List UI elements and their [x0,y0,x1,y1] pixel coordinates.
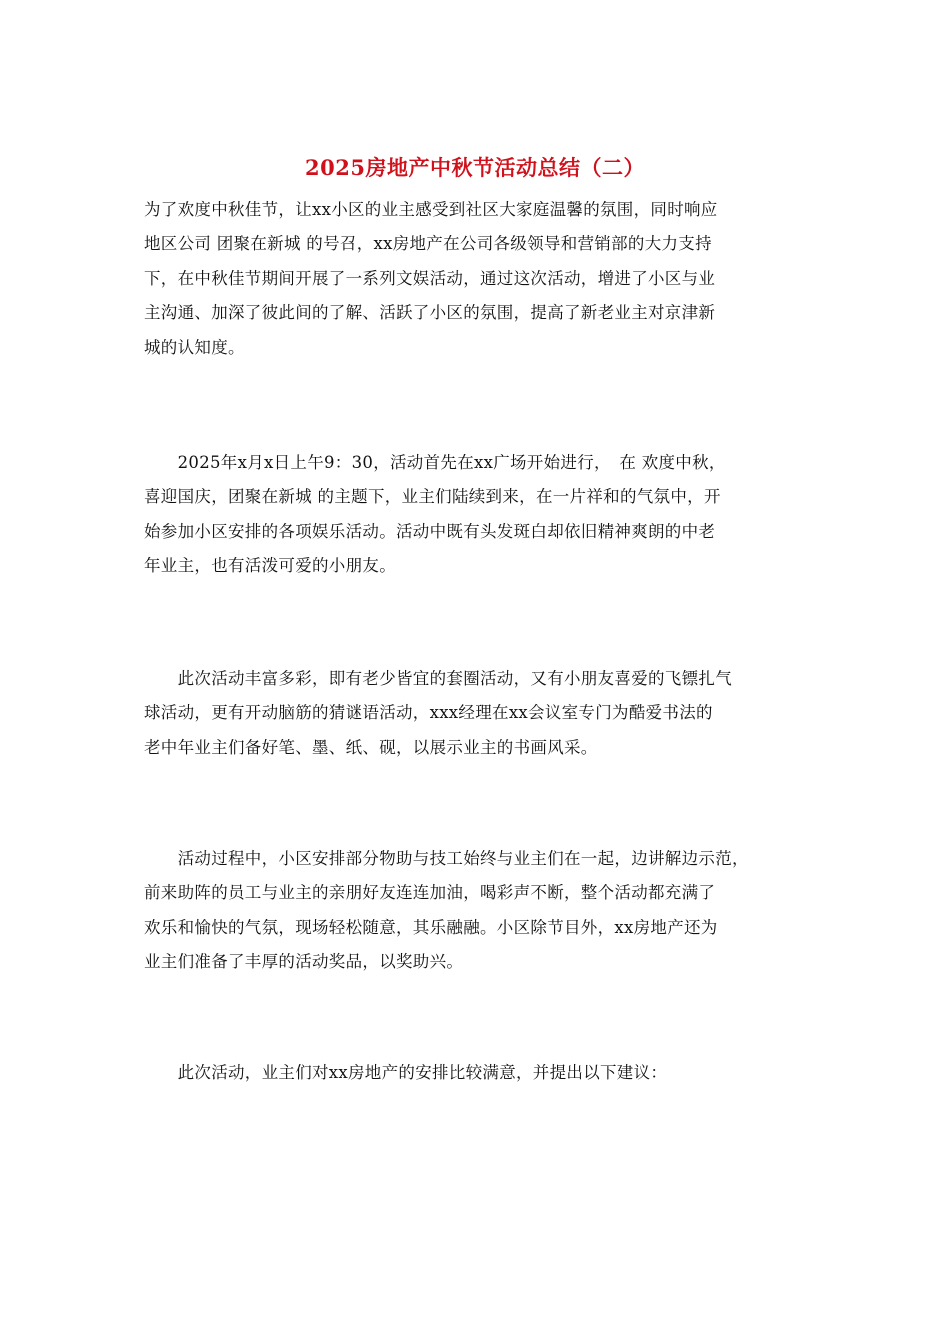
paragraph-line: 地区公司 团聚在新城 的号召，xx房地产在公司各级领导和营销部的大力支持 [144,234,712,254]
paragraph-line: 主沟通、加深了彼此间的了解、活跃了小区的氛围，提高了新老业主对京津新 [144,303,716,323]
paragraph-line: 球活动，更有开动脑筋的猜谜语活动，xxx经理在xx会议室专门为酷爱书法的 [144,703,713,723]
paragraph-line: 喜迎国庆，团聚在新城 的主题下，业主们陆续到来，在一片祥和的气氛中，开 [144,487,721,507]
paragraph-line: 城的认知度。 [144,337,245,357]
paragraph-4 [144,842,804,980]
paragraph-line: 年业主，也有活泼可爱的小朋友。 [144,556,396,576]
paragraph-line: 此次活动丰富多彩，即有老少皆宜的套圈活动，又有小朋友喜爱的飞镖扎气 [144,669,732,688]
paragraph-line: 活动过程中，小区安排部分物助与技工始终与业主们在一起，边讲解边示范， [144,849,749,868]
paragraph-line: 此次活动，业主们对xx房地产的安排比较满意，并提出以下建议： [144,1063,668,1082]
paragraph-line: 老中年业主们备好笔、墨、纸、砚，以展示业主的书画风采。 [144,737,598,757]
paragraph-line: 欢乐和愉快的气氛，现场轻松随意，其乐融融。小区除节目外，xx房地产还为 [144,917,718,937]
paragraph-2 [144,446,804,584]
paragraph-line: 始参加小区安排的各项娱乐活动。活动中既有头发斑白却依旧精神爽朗的中老 [144,521,716,541]
paragraph-line: 为了欢度中秋佳节，让xx小区的业主感受到社区大家庭温馨的氛围，同时响应 [144,200,718,219]
paragraph-line: 下，在中秋佳节期间开展了一系列文娱活动，通过这次活动，增进了小区与业 [144,268,716,288]
paragraph-line: 前来助阵的员工与业主的亲朋好友连连加油，喝彩声不断，整个活动都充满了 [144,883,716,903]
paragraph-line: 业主们准备了丰厚的活动奖品，以奖助兴。 [144,952,464,972]
paragraph-5 [144,1056,804,1090]
document-title: 2025房地产中秋节活动总结（二） [305,155,645,180]
paragraph-line: 2025年x月x日上午9：30，活动首先在xx广场开始进行， 在 欢度中秋， [144,453,726,472]
paragraph-1 [144,193,804,365]
paragraph-3 [144,662,804,765]
